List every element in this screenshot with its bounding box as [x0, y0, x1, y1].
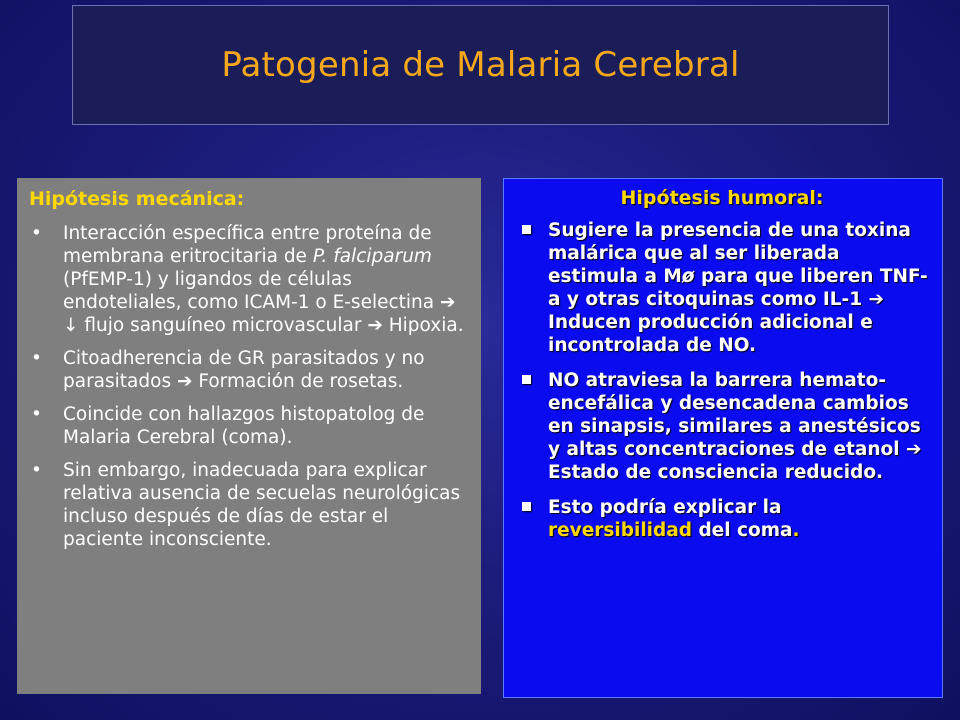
arrow-right-icon: ➔	[367, 315, 383, 336]
list-item	[516, 369, 928, 484]
mechanical-hypothesis-panel	[17, 178, 481, 694]
text-run: (PfEMP-1) y ligandos de células endoteliales, como ICAM-1 o E-selectina	[63, 269, 440, 313]
text-run: .	[792, 520, 800, 541]
list-item	[516, 219, 928, 357]
text-run: Sugiere la presencia de una toxina malárica que al ser liberada estimula a M	[548, 220, 911, 287]
text-run: para que liberen TNF-a y otras citoquinas como IL-1	[548, 266, 928, 310]
slide-title: Patogenia de Malaria Cerebral	[221, 45, 740, 85]
text-run: Hipoxia.	[382, 315, 464, 336]
title-box	[72, 5, 889, 125]
arrow-right-icon: ➔	[906, 439, 922, 460]
list-item: • Sin embargo, inadecuada para explicar relativa ausencia de secuelas neurológicas incluso después de días de estar el paciente inconsciente.	[29, 459, 469, 551]
square-bullet-icon	[522, 375, 531, 384]
arrow-right-icon: ➔	[868, 289, 885, 310]
humoral-hypothesis-heading: Hipótesis humoral:	[620, 187, 824, 209]
list-item	[516, 496, 928, 542]
humoral-hypothesis-panel	[503, 178, 943, 698]
text-run: Estado de consciencia reducido.	[548, 462, 884, 483]
text-run: ↓ flujo sanguíneo microvascular	[63, 315, 368, 336]
text-run: Inducen producción adicional e incontrolada de NO.	[548, 312, 873, 356]
text-run: del coma	[692, 520, 793, 541]
text-run: Citoadherencia de GR parasitados y no parasitados	[63, 348, 425, 392]
list-item	[29, 222, 469, 337]
text-run-italic: P.	[312, 246, 334, 267]
mechanical-hypothesis-heading: Hipótesis mecánica:	[29, 188, 245, 210]
list-item	[29, 347, 469, 393]
list-item: • Coincide con hallazgos histopatolog de Malaria Cerebral (coma).	[29, 403, 469, 449]
mechanical-hypothesis-list	[29, 222, 469, 551]
text-run: Esto podría explicar la	[548, 497, 782, 518]
square-bullet-icon	[522, 225, 531, 234]
text-run-italic: ø	[681, 266, 695, 287]
highlighted-text: reversibilidad	[548, 520, 692, 541]
text-run: NO atraviesa la barrera hemato-encefálica y desencadena cambios en sinapsis, similares a anestésicos y altas concentraciones de etanol	[548, 370, 921, 460]
arrow-right-icon: ➔	[439, 292, 456, 313]
square-bullet-icon	[522, 502, 531, 511]
text-run: Interacción específica entre proteína de membrana eritrocitaria de	[63, 223, 432, 267]
humoral-hypothesis-list	[516, 219, 928, 542]
arrow-right-icon: ➔	[176, 371, 193, 392]
text-run-italic: falciparum	[333, 246, 432, 267]
text-run: Formación de rosetas.	[192, 371, 404, 392]
